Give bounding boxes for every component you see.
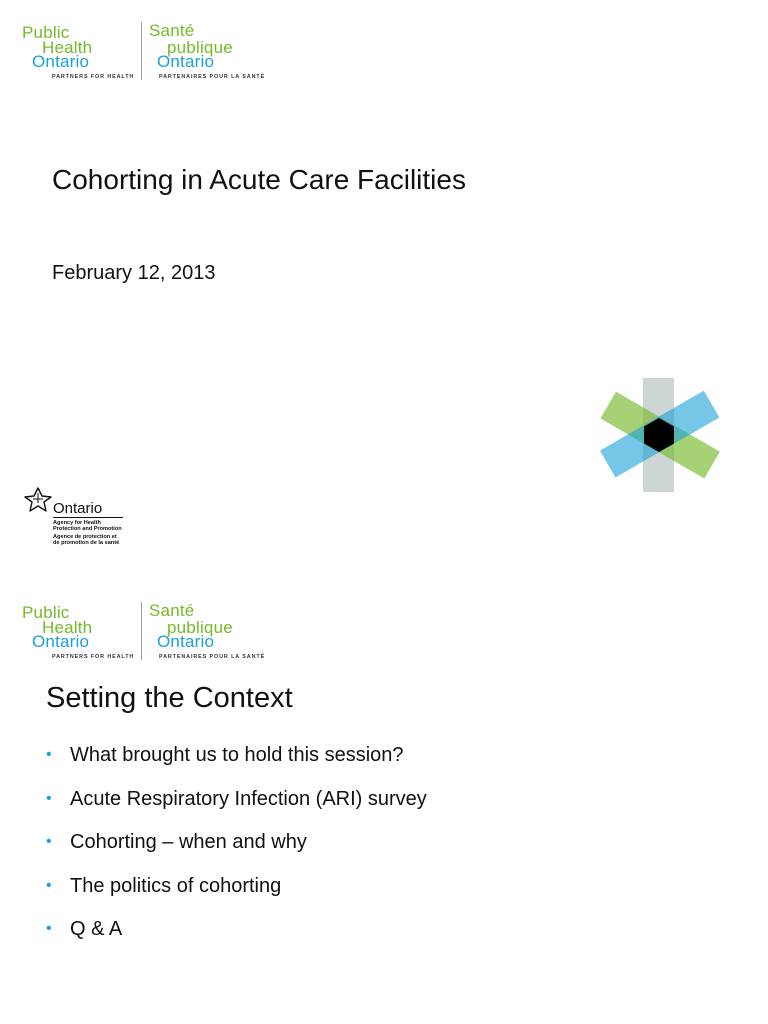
context-slide (0, 584, 768, 1024)
public-health-ontario-logo (22, 20, 270, 82)
logo-en-line2-2: Health (42, 618, 93, 637)
bullet-text: Cohorting – when and why (70, 831, 307, 854)
ontario-wordmark: Ontario (53, 500, 103, 517)
logo-divider-2 (141, 602, 142, 660)
logo-fr-line1-2: Santé (149, 601, 195, 620)
slide-title: Setting the Context (46, 682, 293, 714)
star-mark-icon (600, 378, 720, 492)
presentation-title: Cohorting in Acute Care Facilities (52, 164, 466, 195)
logo-fr-tagline: PARTENAIRES POUR LA SANTÉ (159, 74, 266, 80)
bullet-icon: • (46, 833, 52, 851)
logo-fr-line2: publique (167, 38, 233, 57)
bullet-text: The politics of cohorting (70, 874, 282, 897)
ontario-agency-fr-2: de promotion de la santé (53, 540, 120, 546)
logo-en-line3-2: Ontario (32, 632, 90, 651)
ontario-agency-logo (24, 486, 144, 556)
logo-en-line3: Ontario (32, 52, 90, 71)
logo-fr-line3: Ontario (157, 52, 215, 71)
logo-fr-line1: Santé (149, 21, 195, 40)
logo-en-tagline-2: PARTNERS FOR HEALTH (52, 654, 135, 660)
ontario-agency-fr-1: Agence de protection et (53, 534, 117, 540)
logo-en-tagline: PARTNERS FOR HEALTH (52, 74, 135, 80)
logo-fr-tagline-2: PARTENAIRES POUR LA SANTÉ (159, 654, 266, 660)
bullet-text: Q & A (70, 918, 123, 941)
public-health-ontario-logo-2 (22, 600, 270, 662)
bullet-icon: • (46, 920, 52, 938)
logo-en-line2: Health (42, 38, 93, 57)
ontario-rule (53, 517, 123, 518)
bullet-icon: • (46, 876, 52, 894)
logo-en-line1-2: Public (22, 603, 70, 622)
ontario-agency-en-2: Protection and Promotion (53, 526, 122, 532)
bullet-text: Acute Respiratory Infection (ARI) survey (70, 787, 427, 810)
logo-fr-line2-2: publique (167, 618, 233, 637)
bullet-icon: • (46, 789, 52, 807)
bullet-icon: • (46, 746, 52, 763)
logo-en-line1: Public (22, 23, 70, 42)
presentation-date: February 12, 2013 (52, 262, 216, 284)
logo-divider (141, 22, 142, 80)
trillium-icon (24, 486, 54, 514)
logo-fr-line3-2: Ontario (157, 632, 215, 651)
ontario-agency-en-1: Agency for Health (53, 520, 101, 526)
bullet-text: What brought us to hold this session? (70, 744, 404, 766)
